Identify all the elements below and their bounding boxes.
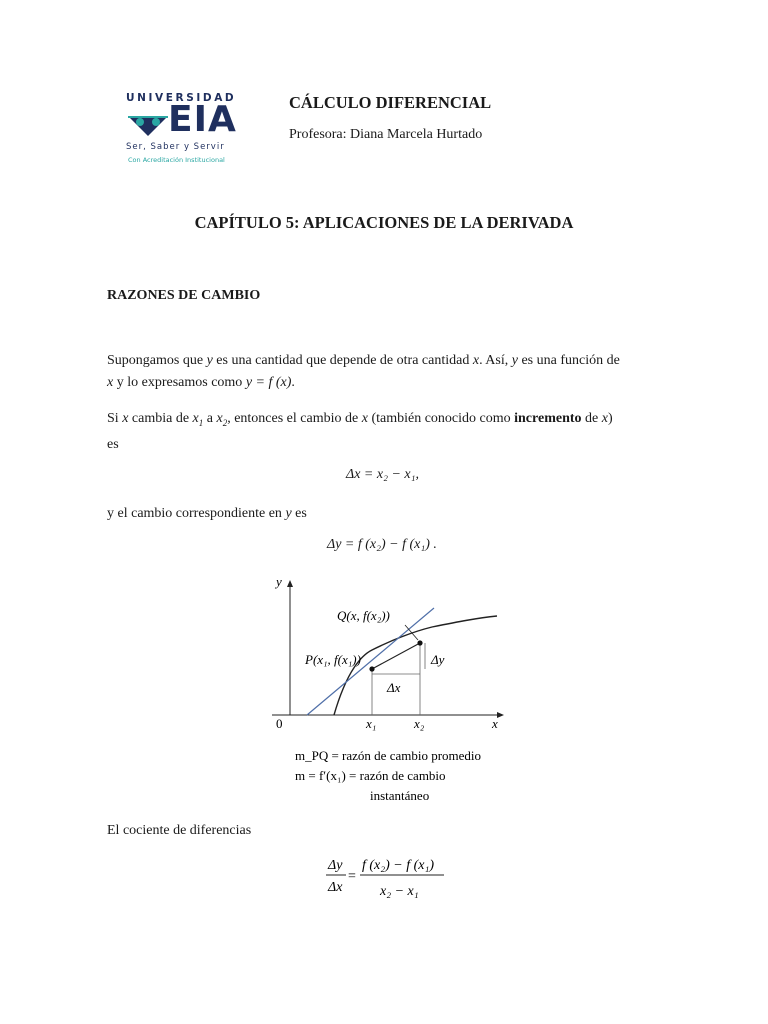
course-title: CÁLCULO DIFERENCIAL [289,93,492,112]
paragraph-intro: Supongamos que y es una cantidad que depende de otra cantidad x. Así, y es una función de x y lo expresamos como y = f (x). [107,353,620,390]
difference-quotient [326,851,446,901]
paragraph-increment: Si x cambia de $x_1$ a $x_2$, entonces el cambio de x (también conocido como incremento de x) es [107,411,613,452]
quotient-equals: = [348,869,356,884]
x-axis-label: x [492,716,498,731]
tick-label-x1: x₁ [366,716,377,731]
point-q-marker [417,640,422,645]
label-delta-y: Δy [431,652,445,667]
logo-accreditation: Con Acreditación Institucional [128,156,225,164]
equation-delta-x: Δx = x₂ − x₁, [346,467,419,482]
paragraph-quotient: El cociente de diferencias [107,823,252,838]
quotient-rhs-denominator: x₂ − x₁ [380,884,419,899]
university-logo [126,92,246,174]
caption-line-2: m = f′(x₁) = razón de cambio [295,768,446,783]
tick-label-x2: x₂ [414,716,425,731]
professor-name: Profesora: Diana Marcela Hurtado [289,127,483,142]
chapter-title: CAPÍTULO 5: APLICACIONES DE LA DERIVADA [194,213,574,232]
secant-tangent-figure [262,570,512,810]
x-axis-arrow-icon [497,712,504,718]
logo-mark-icon [128,108,168,138]
paragraph-change-y: y el cambio correspondiente en y es [107,506,307,521]
y-axis-arrow-icon [287,580,293,587]
label-point-q: Q(x, f(x₂)) [337,608,390,623]
logo-tagline: Ser, Saber y Servir [126,142,225,152]
quotient-lhs-denominator: Δx [328,880,343,895]
logo-eia-text: EIA [168,99,237,140]
quotient-rhs-numerator: f (x₂) − f (x₁) [362,858,435,873]
y-axis-label: y [276,574,282,589]
logo-university-text: UNIVERSIDAD [126,92,237,104]
section-title: RAZONES DE CAMBIO [107,288,261,303]
point-p-marker [369,666,374,671]
origin-label: 0 [276,716,283,731]
label-delta-x: Δx [387,680,401,695]
caption-line-3: instantáneo [370,788,430,803]
equation-delta-y: Δy = f (x₂) − f (x₁) . [327,537,437,552]
quotient-lhs-numerator: Δy [328,858,343,873]
caption-line-1: m_PQ = razón de cambio promedio [295,748,482,763]
label-point-p: P(x₁, f(x₁)) [305,652,361,667]
